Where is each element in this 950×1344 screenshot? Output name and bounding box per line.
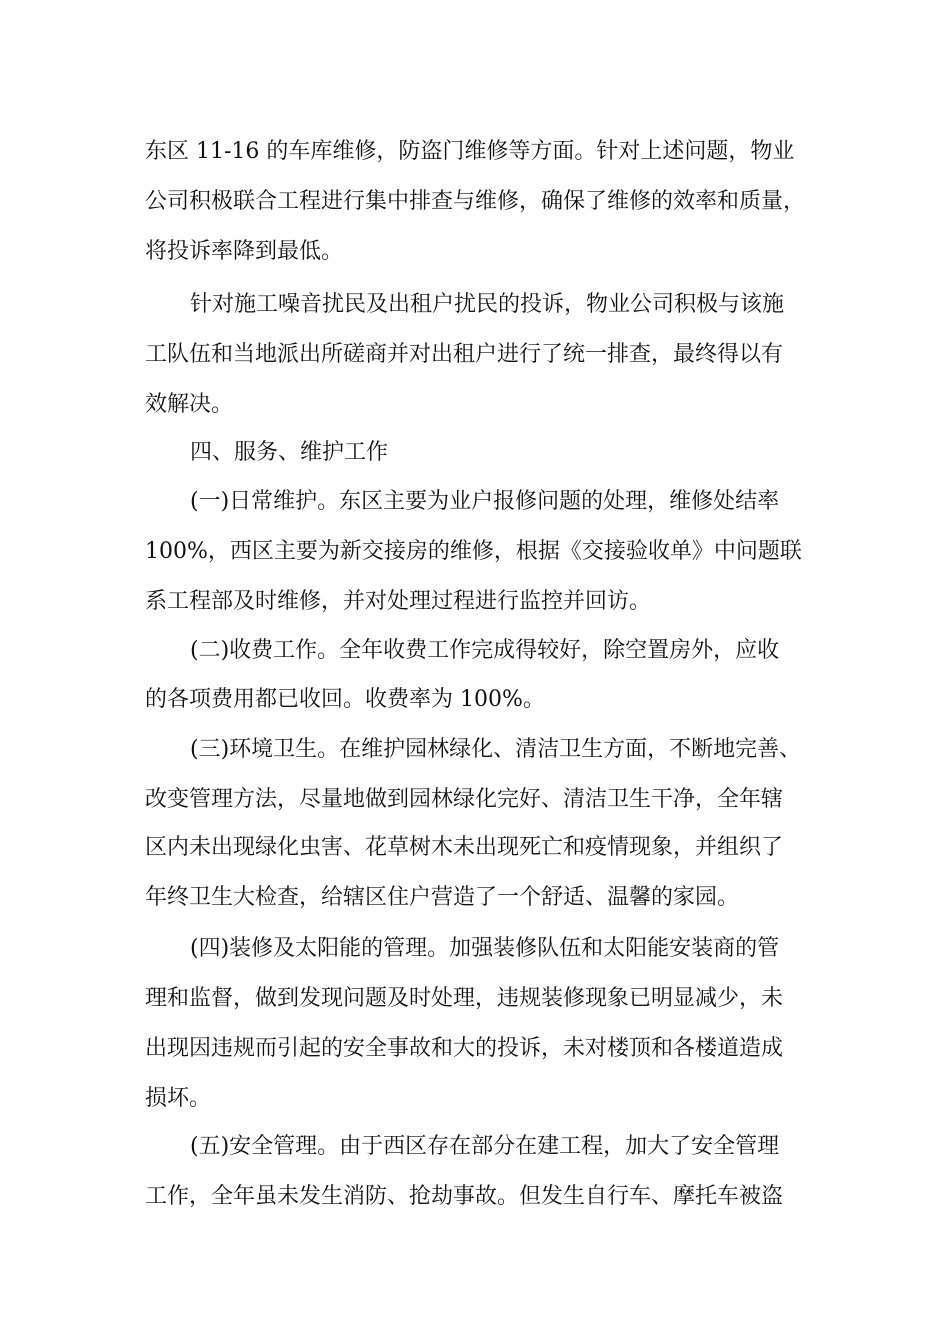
text-line: 将投诉率降到最低。 xyxy=(145,239,344,264)
text-line: 工作，全年虽未发生消防、抢劫事故。但发生自行车、摩托车被盗 xyxy=(145,1184,784,1209)
text-line: 系工程部及时维修，并对处理过程进行监控并回访。 xyxy=(145,589,652,614)
text-line: 公司积极联合工程进行集中排查与维修，确保了维修的效率和质量， xyxy=(145,189,806,214)
text-line: (五)安全管理。由于西区存在部分在建工程，加大了安全管理 xyxy=(190,1134,780,1159)
text-line: 改变管理方法，尽量地做到园林绿化完好、清洁卫生干净，全年辖 xyxy=(145,787,784,812)
text-line: (一)日常维护。东区主要为业户报修问题的处理，维修处结率 xyxy=(190,489,780,514)
text-line: 出现因违规而引起的安全事故和大的投诉，未对楼顶和各楼道造成 xyxy=(145,1036,784,1061)
section-heading: 四、服务、维护工作 xyxy=(190,440,389,465)
text-line: (四)装修及太阳能的管理。加强装修队伍和太阳能安装商的管 xyxy=(190,936,780,961)
text-line: 的各项费用都已收回。收费率为 100%。 xyxy=(145,687,545,712)
text-line: 工队伍和当地派出所磋商并对出租户进行了统一排查，最终得以有 xyxy=(145,342,784,367)
text-line: (二)收费工作。全年收费工作完成得较好，除空置房外，应收 xyxy=(190,638,780,663)
text-line: 东区 11-16 的车库维修，防盗门维修等方面。针对上述问题，物业 xyxy=(145,139,795,164)
text-line: 理和监督，做到发现问题及时处理，违规装修现象已明显减少，未 xyxy=(145,986,784,1011)
text-line: 针对施工噪音扰民及出租户扰民的投诉，物业公司积极与该施 xyxy=(190,292,785,317)
text-line: 100%，西区主要为新交接房的维修，根据《交接验收单》中问题联 xyxy=(145,539,802,564)
text-line: 损坏。 xyxy=(145,1086,212,1111)
text-line: 效解决。 xyxy=(145,392,234,417)
text-line: 区内未出现绿化虫害、花草树木未出现死亡和疫情现象，并组织了 xyxy=(145,835,784,860)
text-line: 年终卫生大检查，给辖区住户营造了一个舒适、温馨的家园。 xyxy=(145,885,740,910)
text-line: (三)环境卫生。在维护园林绿化、清洁卫生方面，不断地完善、 xyxy=(190,737,802,762)
